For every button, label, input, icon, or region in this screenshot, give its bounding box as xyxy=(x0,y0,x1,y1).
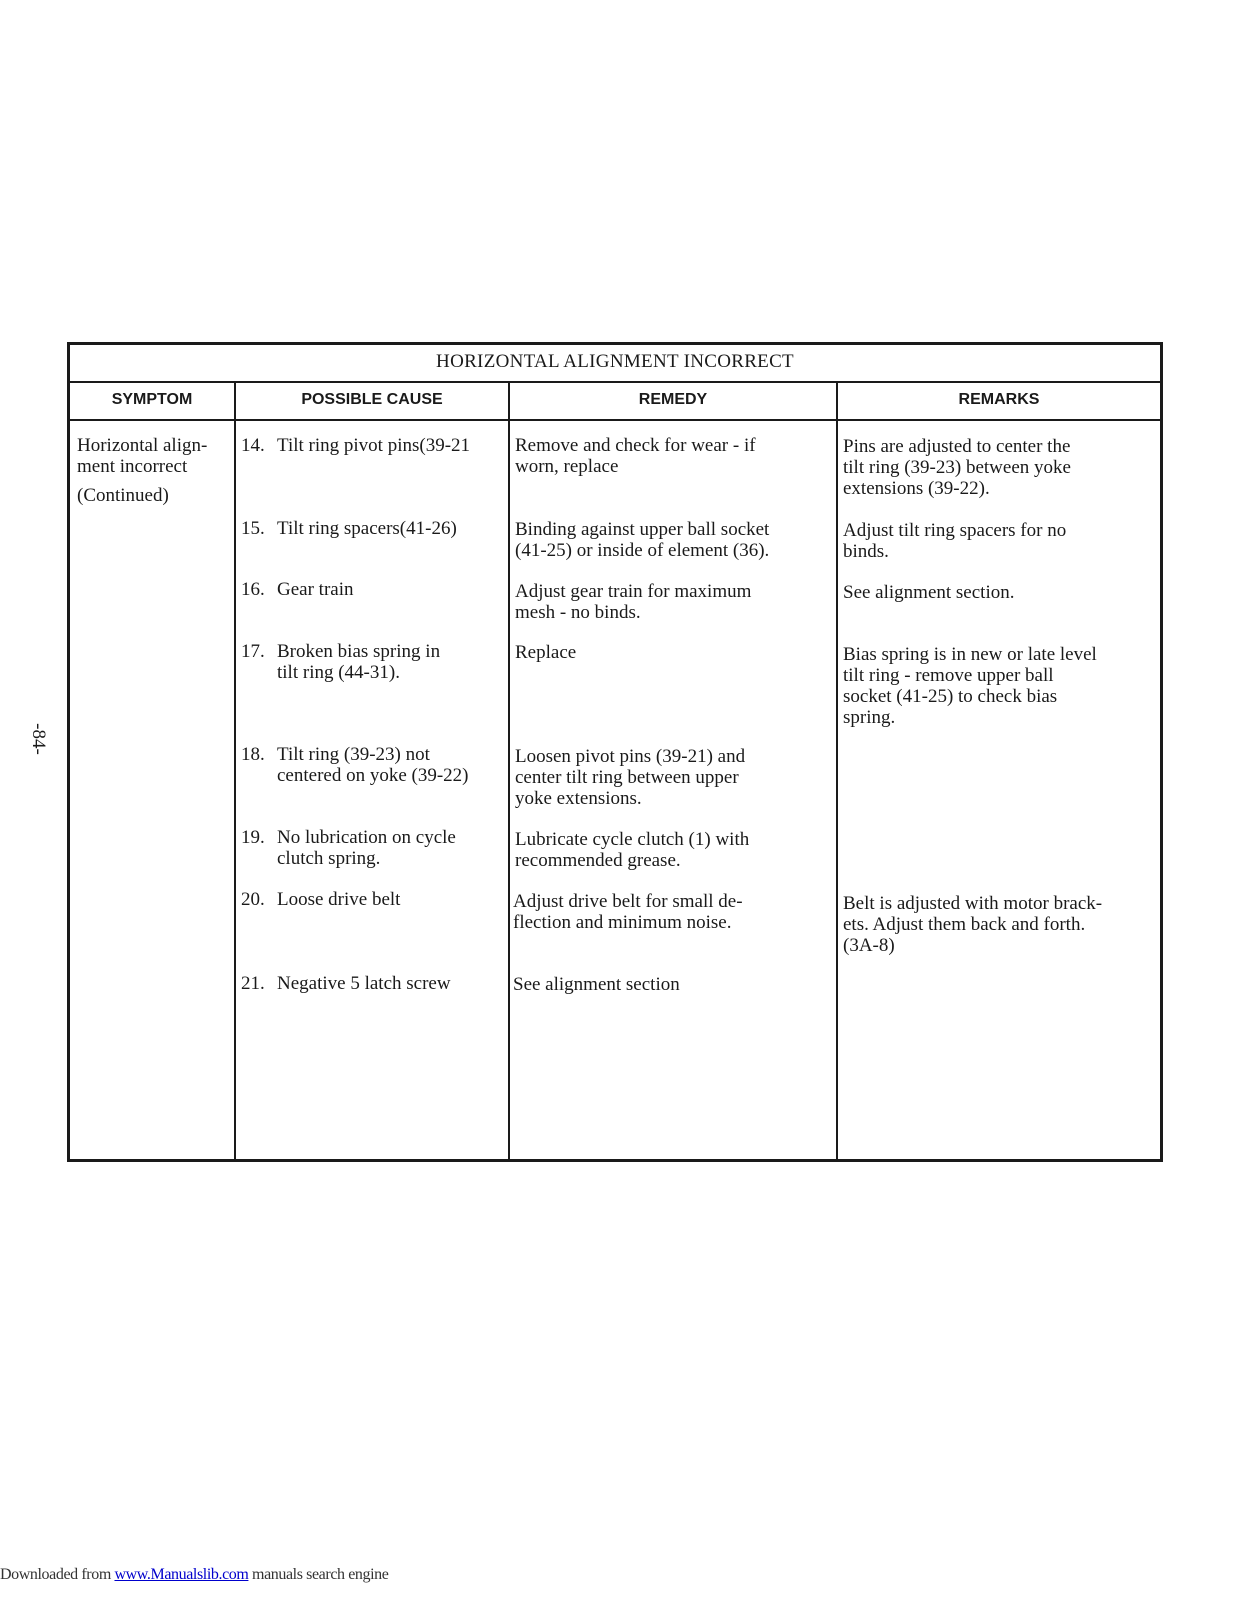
remarks-16: See alignment section. xyxy=(843,582,1015,603)
cause-text: Gear train xyxy=(277,579,354,600)
remedy-17: Replace xyxy=(515,642,577,663)
remedy-14: Remove and check for wear - if worn, replace xyxy=(515,435,756,477)
cause-number: 19. xyxy=(241,827,265,848)
footer-suffix: manuals search engine xyxy=(248,1566,389,1583)
troubleshooting-table xyxy=(67,342,1163,1162)
table-title: HORIZONTAL ALIGNMENT INCORRECT xyxy=(70,345,1160,383)
cause-text: Tilt ring pivot pins(39-21 xyxy=(277,435,471,456)
remarks-14: Pins are adjusted to center the tilt ring (39-23) between yoke extensions (39-22). xyxy=(843,436,1071,499)
cause-18 xyxy=(241,744,507,786)
cause-20 xyxy=(241,889,507,910)
cause-19 xyxy=(241,827,507,869)
remedy-16: Adjust gear train for maximum mesh - no binds. xyxy=(515,581,752,623)
cause-21 xyxy=(241,973,507,994)
cause-text: Tilt ring (39-23) not centered on yoke (39-22) xyxy=(277,744,469,786)
remedy-20: Adjust drive belt for small de- flection and minimum noise. xyxy=(513,891,743,933)
cause-text: Broken bias spring in tilt ring (44-31). xyxy=(277,641,441,683)
cause-text: Tilt ring spacers(41-26) xyxy=(277,518,457,539)
remedy-21: See alignment section xyxy=(513,974,680,995)
cause-16 xyxy=(241,579,507,600)
column-divider xyxy=(234,381,236,1159)
cause-number: 15. xyxy=(241,518,265,539)
cause-15 xyxy=(241,518,507,539)
remedy-15: Binding against upper ball socket (41-25) or inside of element (36). xyxy=(515,519,770,561)
column-divider xyxy=(508,381,510,1159)
remarks-20: Belt is adjusted with motor brack- ets. Adjust them back and forth. (3A-8) xyxy=(843,893,1103,956)
cause-number: 16. xyxy=(241,579,265,600)
header-remarks: REMARKS xyxy=(958,391,1040,408)
cause-number: 18. xyxy=(241,744,265,765)
cause-number: 14. xyxy=(241,435,265,456)
page-number: -84- xyxy=(27,723,49,755)
header-possible-cause: POSSIBLE CAUSE xyxy=(301,391,443,408)
cause-number: 17. xyxy=(241,641,265,662)
column-divider xyxy=(836,381,838,1159)
cause-17 xyxy=(241,641,507,683)
remarks-17: Bias spring is in new or late level tilt ring - remove upper ball socket (41-25) to check bias spring. xyxy=(843,644,1097,728)
footer xyxy=(0,1566,388,1584)
footer-link[interactable]: www.Manualslib.com xyxy=(114,1566,249,1583)
symptom-text: Horizontal align- ment incorrect xyxy=(77,435,208,477)
header-remedy: REMEDY xyxy=(638,391,708,408)
remedy-18: Loosen pivot pins (39-21) and center tilt ring between upper yoke extensions. xyxy=(515,746,746,809)
header-symptom: SYMPTOM xyxy=(111,391,193,408)
cause-number: 20. xyxy=(241,889,265,910)
cause-text: Negative 5 latch screw xyxy=(277,973,451,994)
remarks-15: Adjust tilt ring spacers for no binds. xyxy=(843,520,1067,562)
cause-text: No lubrication on cycle clutch spring. xyxy=(277,827,456,869)
footer-prefix: Downloaded from xyxy=(0,1566,115,1583)
cause-number: 21. xyxy=(241,973,265,994)
remedy-19: Lubricate cycle clutch (1) with recommended grease. xyxy=(515,829,750,871)
symptom-continued: (Continued) xyxy=(77,485,169,506)
cause-text: Loose drive belt xyxy=(277,889,401,910)
cause-14 xyxy=(241,435,507,456)
